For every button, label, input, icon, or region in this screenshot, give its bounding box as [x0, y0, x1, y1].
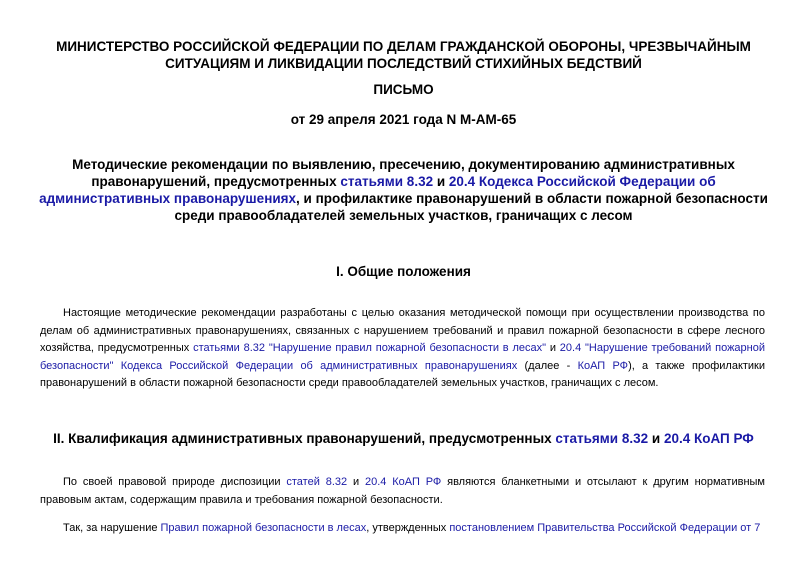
title-line-2	[20, 173, 787, 190]
paragraph-text: являются бланкетными и отсылают к другим нормативным правовым актам, содержащим правила и требования пожарной безопасности.	[40, 476, 765, 506]
link-article-20-4[interactable]: 20.4 Кодекса Российской Федерации об	[448, 174, 716, 189]
link-article-8-32[interactable]: статьями 8.32	[340, 174, 434, 189]
section-2-paragraph-1	[40, 474, 765, 509]
link-koap[interactable]: административных правонарушениях	[39, 191, 297, 206]
paragraph-text: и	[347, 476, 365, 488]
link-article-8-32-full[interactable]: статьями 8.32 "Нарушение правил пожарной безопасности в лесах"	[193, 342, 547, 354]
link-forest-fire-rules[interactable]: Правил пожарной безопасности в лесах	[160, 522, 367, 534]
paragraph-text: , утвержденных	[366, 522, 450, 534]
title-line-4: среди правообладателей земельных участков, граничащих с лесом	[174, 208, 633, 223]
ministry-name	[20, 38, 787, 72]
title-line-1: Методические рекомендации по выявлению, пресечению, документированию административных	[72, 157, 735, 172]
link-koap-20-4-short[interactable]: 20.4 КоАП РФ	[364, 476, 442, 488]
title-text: и	[433, 174, 449, 189]
ministry-line-2: СИТУАЦИЯМ И ЛИКВИДАЦИИ ПОСЛЕДСТВИЙ СТИХИЙНЫХ БЕДСТВИЙ	[165, 56, 642, 71]
title-text: правонарушений, предусмотренных	[91, 174, 341, 189]
document-date-number: от 29 апреля 2021 года N М-АМ-65	[290, 112, 517, 127]
title-text: , и профилактике правонарушений в области пожарной безопасности	[296, 191, 768, 206]
paragraph-text: ), а также профилактики правонарушений в области пожарной безопасности среди правообладателей земельных участков, граничащих с лесом.	[40, 359, 766, 389]
link-articles-8-32[interactable]: статьями 8.32	[555, 431, 649, 446]
document-title	[20, 156, 787, 224]
section-2-paragraph-2	[40, 520, 765, 538]
link-koap-20-4[interactable]: 20.4 КоАП РФ	[663, 431, 754, 446]
paragraph-text: По своей правовой природе диспозиции	[63, 476, 287, 488]
paragraph-text: Настоящие методические рекомендации разработаны с целью оказания методической помощи при осуществлении производства по делам об административных правонарушениях, связанных с нарушением требований и правил пожарной безопасности в сфере лесного хозяйства, предусмотренных	[40, 307, 765, 354]
section-1-heading: I. Общие положения	[336, 264, 471, 279]
paragraph-text: Так, за нарушение	[63, 522, 161, 534]
title-line-3	[20, 190, 787, 207]
paragraph-text: и	[546, 342, 560, 354]
link-koap-rf[interactable]: КоАП РФ	[577, 359, 629, 372]
link-article-20-4-full[interactable]: 20.4 "Нарушение требований пожарной безопасности" Кодекса Российской Федерации об административных правонарушениях	[40, 342, 765, 372]
ministry-line-1: МИНИСТЕРСТВО РОССИЙСКОЙ ФЕДЕРАЦИИ ПО ДЕЛАМ ГРАЖДАНСКОЙ ОБОРОНЫ, ЧРЕЗВЫЧАЙНЫМ	[56, 39, 751, 54]
heading-text: и	[648, 431, 664, 446]
heading-text: II. Квалификация административных правонарушений, предусмотренных	[53, 431, 556, 446]
paragraph-text: (далее -	[517, 359, 578, 372]
section-1-paragraph	[40, 305, 765, 393]
link-government-decree[interactable]: постановлением Правительства Российской Федерации от 7	[449, 522, 761, 534]
section-2-heading	[20, 430, 787, 447]
document-type: ПИСЬМО	[373, 82, 434, 97]
link-article-8-32-short[interactable]: статей 8.32	[286, 476, 348, 488]
